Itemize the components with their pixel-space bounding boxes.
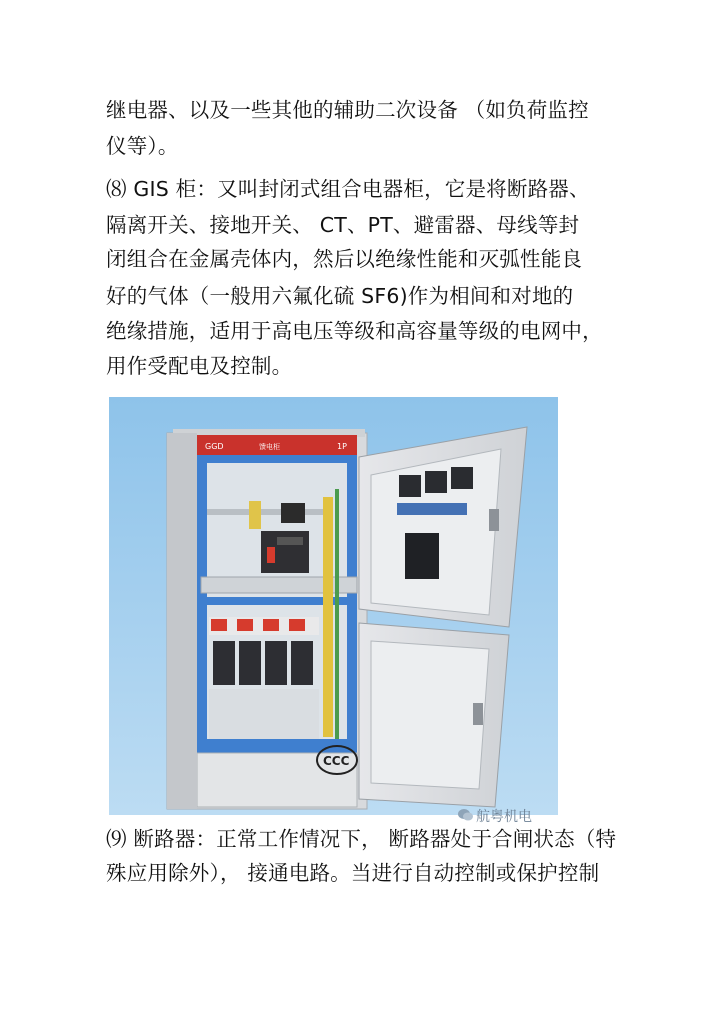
cabinet-header-right: 1P (337, 442, 347, 451)
svg-text:CCC: CCC (323, 754, 350, 768)
text-line: 仪等）。 (106, 134, 179, 158)
wechat-icon (457, 808, 474, 822)
cabinet-header-mid: 馈电柜 (259, 443, 280, 451)
watermark: 航粤机电 (476, 809, 532, 825)
text-line: 殊应用除外）， 接通电路。当进行自动控制或保护控制 (106, 861, 600, 885)
text-line: 绝缘措施，适用于高电压等级和高容量等级的电网中， (106, 319, 603, 343)
text-line: ⑼ 断路器：正常工作情况下， 断路器处于合闸状态（特 (106, 827, 617, 851)
text-line: ⑻ GIS 柜：又叫封闭式组合电器柜，它是将断路器、 (106, 177, 590, 201)
text-line: 闭组合在金属壳体内，然后以绝缘性能和灭弧性能良 (106, 247, 583, 271)
cabinet-header-left: GGD (205, 442, 224, 451)
text-line: 隔离开关、接地开关、 CT、PT、避雷器、母线等封 (106, 213, 580, 237)
cabinet-photo (109, 397, 558, 815)
text-line: 用作受配电及控制。 (106, 354, 293, 378)
text-line: 继电器、以及一些其他的辅助二次设备 （如负荷监控 (106, 98, 589, 122)
text-line: 好的气体（一般用六氟化硫 SF6)作为相间和对地的 (106, 284, 574, 308)
